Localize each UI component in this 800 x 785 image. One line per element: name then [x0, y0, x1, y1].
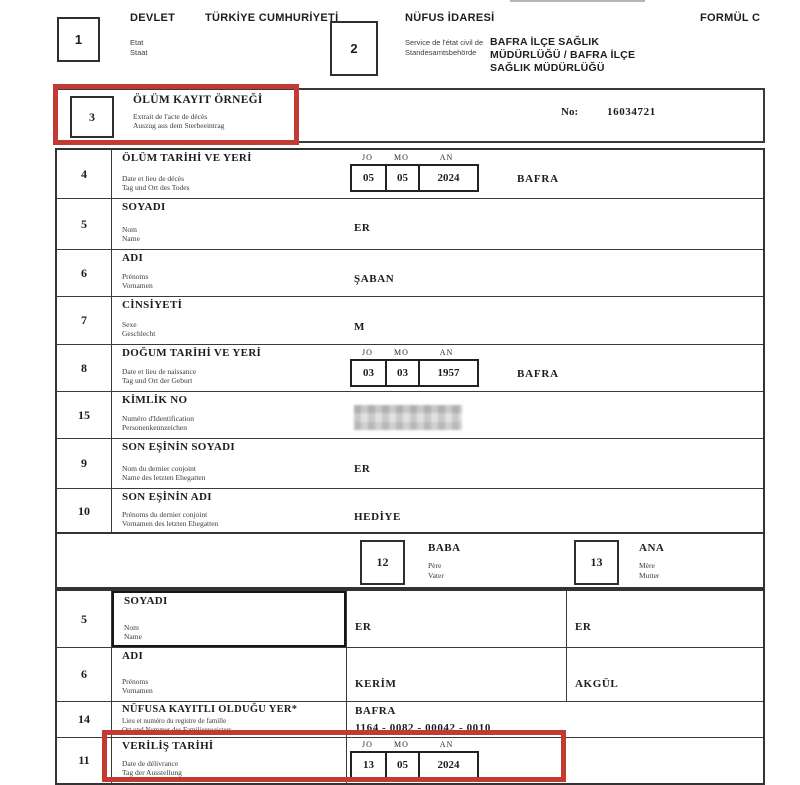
mother-surname-value: ER: [575, 621, 592, 633]
field-title-fr: Nom: [122, 224, 137, 234]
field-title: SON EŞİNİN ADI: [122, 491, 212, 503]
field-title-fr: Date de délivrance: [122, 758, 179, 768]
mother-column-translations: [639, 561, 659, 581]
mother-cell: [567, 591, 763, 647]
father-title-de: Vater: [428, 571, 444, 581]
field-title-de: Name: [122, 234, 140, 244]
state-label: DEVLET: [130, 12, 176, 24]
row-label-cell: [112, 489, 763, 534]
register-place-value: BAFRA: [355, 705, 396, 717]
death-year: 2024: [437, 172, 460, 184]
country-name: TÜRKİYE CUMHURİYETİ: [205, 12, 339, 24]
field-number-1: 1: [74, 32, 83, 47]
row-issue-date: [57, 737, 763, 783]
field-title-fr: Prénoms du dernier conjoint: [122, 509, 208, 519]
registry-office-fr: Service de l'état civil de: [405, 38, 484, 47]
field-translations: [122, 464, 206, 484]
row-number: 10: [78, 504, 90, 518]
parents-header-row: [55, 532, 765, 589]
record-title-de: Auszug aus dem Sterbeeintrag: [133, 121, 225, 130]
date-column-labels: [350, 348, 479, 357]
row-number-cell: [57, 250, 112, 296]
row-birth-date-place: [57, 344, 763, 391]
issuing-office-line1: BAFRA İLÇE SAĞLIK: [490, 36, 600, 48]
father-column-translations: [428, 561, 444, 581]
field-box-2: [330, 21, 378, 76]
row-number-cell: [57, 738, 112, 783]
field-number-2: 2: [350, 41, 358, 56]
row-number: 4: [81, 166, 87, 181]
issue-date-group: [350, 740, 479, 779]
field-title: CİNSİYETİ: [122, 299, 183, 311]
birth-year: 1957: [437, 367, 460, 379]
row-label-cell: [112, 199, 763, 249]
row-label-cell: [112, 250, 763, 296]
record-title-fr: Extrait de l'acte de décès: [133, 112, 208, 121]
form-code: FORMÜL C: [700, 12, 761, 24]
row-number-cell: [57, 345, 112, 391]
register-value-cell: [347, 702, 763, 737]
father-cell: [347, 648, 567, 701]
field-title-de: Vornamen: [122, 686, 153, 696]
date-cells: [350, 359, 479, 387]
month-label: MO: [394, 153, 409, 162]
field-title-de: Vornamen des letzten Ehegatten: [122, 519, 219, 529]
row-death-date-place: [57, 150, 763, 198]
row-number-cell: [57, 199, 112, 249]
row-number-cell: [57, 439, 112, 488]
row-surname: [57, 198, 763, 249]
section-record-title: [55, 88, 765, 143]
row-number-cell: [57, 648, 112, 701]
parents-details-table: [55, 589, 765, 785]
field-translations: [124, 623, 142, 643]
father-title-fr: Père: [428, 561, 442, 570]
birth-place: BAFRA: [517, 368, 559, 380]
identity-number-redacted: [354, 405, 462, 430]
field-title-de: Ort und Nummer des Familienregisters: [122, 725, 232, 734]
father-cell: [347, 591, 567, 647]
day-label: JO: [362, 348, 373, 357]
date-cells: [350, 164, 479, 192]
birth-month: 03: [387, 361, 420, 385]
field-translations: [122, 367, 196, 387]
register-number-value: 1164 - 0082 - 00042 - 0010: [355, 722, 491, 734]
field-title: ADI: [122, 650, 144, 662]
issue-day: 13: [352, 753, 387, 777]
row-label-cell: [112, 648, 347, 701]
state-label-fr: Etat: [130, 38, 144, 47]
birth-day: 03: [352, 361, 387, 385]
deceased-details-table: [55, 148, 765, 536]
field-box-1: [57, 17, 100, 62]
issuing-office-line2: MÜDÜRLÜĞÜ / BAFRA İLÇE: [490, 49, 636, 62]
row-sex: [57, 296, 763, 344]
field-title: SON EŞİNİN SOYADI: [122, 441, 235, 453]
row-label-cell: [112, 297, 763, 344]
registry-office-label: NÜFUS İDARESİ: [405, 12, 495, 24]
issue-year: 2024: [437, 759, 460, 771]
row-identity-number: [57, 391, 763, 438]
field-title-de: Tag der Ausstellung: [122, 768, 182, 778]
field-title-fr: Numéro d'Identification: [122, 413, 194, 423]
mother-given-name-value: AKGÜL: [575, 678, 619, 690]
row-label-cell: [112, 591, 347, 647]
field-translations: [122, 174, 190, 194]
row-number-cell: [57, 591, 112, 647]
row-number: 5: [81, 216, 87, 231]
field-title-fr: Lieu et numéro du registre de famille: [122, 716, 227, 725]
field-title-de: Vornamen: [122, 281, 153, 291]
mother-cell: [567, 648, 763, 701]
row-number-cell: [57, 150, 112, 198]
issuing-office-line3: SAĞLIK MÜDÜRLÜĞÜ: [490, 62, 605, 75]
field-title-fr: Sexe: [122, 319, 137, 329]
father-column-title: BABA: [428, 542, 461, 554]
row-number-cell: [57, 297, 112, 344]
death-day: 05: [352, 166, 387, 190]
death-date-group: [350, 153, 479, 192]
row-family-register: [57, 701, 763, 737]
field-number-13: 13: [590, 555, 603, 569]
date-column-labels: [350, 153, 479, 162]
field-title-de: Personenkennzeichen: [122, 423, 187, 433]
field-box-13: [574, 540, 619, 585]
row-number: 5: [81, 611, 87, 626]
issuing-office: [490, 36, 690, 75]
year-label: AN: [439, 348, 454, 357]
day-label: JO: [362, 153, 373, 162]
given-name-value: ŞABAN: [354, 273, 395, 285]
field-translations: [122, 677, 153, 697]
field-title: DOĞUM TARİHİ VE YERİ: [122, 347, 262, 359]
record-title: ÖLÜM KAYIT ÖRNEĞİ: [133, 94, 263, 106]
registry-office-translations: [405, 38, 483, 58]
death-month: 05: [387, 166, 420, 190]
field-translations: [122, 320, 155, 340]
field-title-de: Geschlecht: [122, 329, 156, 339]
field-translations: [122, 414, 194, 434]
mother-column-title: ANA: [639, 542, 665, 554]
field-title: ADI: [122, 252, 144, 264]
year-label: AN: [439, 153, 454, 162]
spouse-surname-value: ER: [354, 463, 371, 475]
row-number: 15: [78, 407, 90, 422]
field-title-de: Name: [124, 632, 142, 642]
month-label: MO: [394, 740, 409, 749]
death-place: BAFRA: [517, 173, 559, 185]
state-label-de: Staat: [130, 47, 148, 57]
field-title-de: Tag und Ort der Geburt: [122, 376, 193, 386]
state-label-translations: [130, 38, 148, 58]
field-box-3: [70, 96, 114, 138]
row-label-cell: [112, 738, 347, 783]
row-number-cell: [57, 702, 112, 737]
row-number: 14: [78, 712, 90, 726]
row-label-cell: [112, 439, 763, 488]
field-title-fr: Nom du dernier conjoint: [122, 463, 196, 473]
row-given-name: [57, 249, 763, 296]
field-title-fr: Nom: [124, 622, 139, 632]
field-title: VERİLİŞ TARİHİ: [122, 740, 214, 752]
issue-month: 05: [387, 753, 420, 777]
field-title-fr: Prénoms: [122, 676, 149, 686]
field-translations: [122, 225, 140, 245]
row-number: 7: [81, 313, 87, 327]
field-title: SOYADI: [122, 201, 166, 213]
date-column-labels: [350, 740, 479, 749]
field-title-fr: Prénoms: [122, 271, 149, 281]
month-label: MO: [394, 348, 409, 357]
father-given-name-value: KERİM: [355, 678, 397, 690]
row-number-cell: [57, 392, 112, 438]
row-spouse-surname: [57, 438, 763, 488]
row-label-cell: [112, 702, 347, 737]
field-translations: [122, 759, 182, 779]
mother-title-de: Mutter: [639, 571, 660, 581]
scan-artifact-line: [510, 0, 645, 2]
row-number: 11: [78, 753, 90, 767]
day-label: JO: [362, 740, 373, 749]
spouse-given-name-value: HEDİYE: [354, 511, 401, 523]
mother-title-fr: Mère: [639, 561, 655, 570]
field-title-fr: Date et lieu de décès: [122, 173, 185, 183]
field-translations: [122, 272, 153, 292]
field-title: SOYADI: [124, 595, 168, 607]
birth-date-group: [350, 348, 479, 387]
row-parents-given-name: [57, 647, 763, 701]
surname-value: ER: [354, 222, 371, 234]
field-number-3: 3: [89, 109, 95, 124]
father-surname-value: ER: [355, 621, 372, 633]
record-no-value: 16034721: [607, 106, 656, 118]
field-title-de: Tag und Ort des Todes: [122, 183, 190, 193]
row-number: 6: [81, 265, 87, 280]
row-spouse-given-name: [57, 488, 763, 534]
date-cells: [350, 751, 479, 779]
row-number-cell: [57, 489, 112, 534]
field-translations: [122, 510, 218, 530]
year-label: AN: [439, 740, 454, 749]
field-title-fr: Date et lieu de naissance: [122, 366, 197, 376]
record-no-label: No:: [561, 106, 579, 118]
field-translations: [122, 717, 232, 735]
row-parents-surname: [57, 591, 763, 647]
field-title: KİMLİK NO: [122, 394, 188, 406]
field-box-12: [360, 540, 405, 585]
field-number-12: 12: [376, 555, 389, 569]
registry-office-de: Standesamtsbehörde: [405, 47, 477, 57]
row-number: 8: [81, 360, 87, 375]
row-number: 9: [81, 456, 87, 470]
field-title: ÖLÜM TARİHİ VE YERİ: [122, 152, 252, 164]
sex-value: M: [354, 321, 365, 333]
field-title-de: Name des letzten Ehegatten: [122, 473, 206, 483]
field-title: NÜFUSA KAYITLI OLDUĞU YER*: [122, 704, 298, 715]
row-number: 6: [81, 667, 87, 681]
